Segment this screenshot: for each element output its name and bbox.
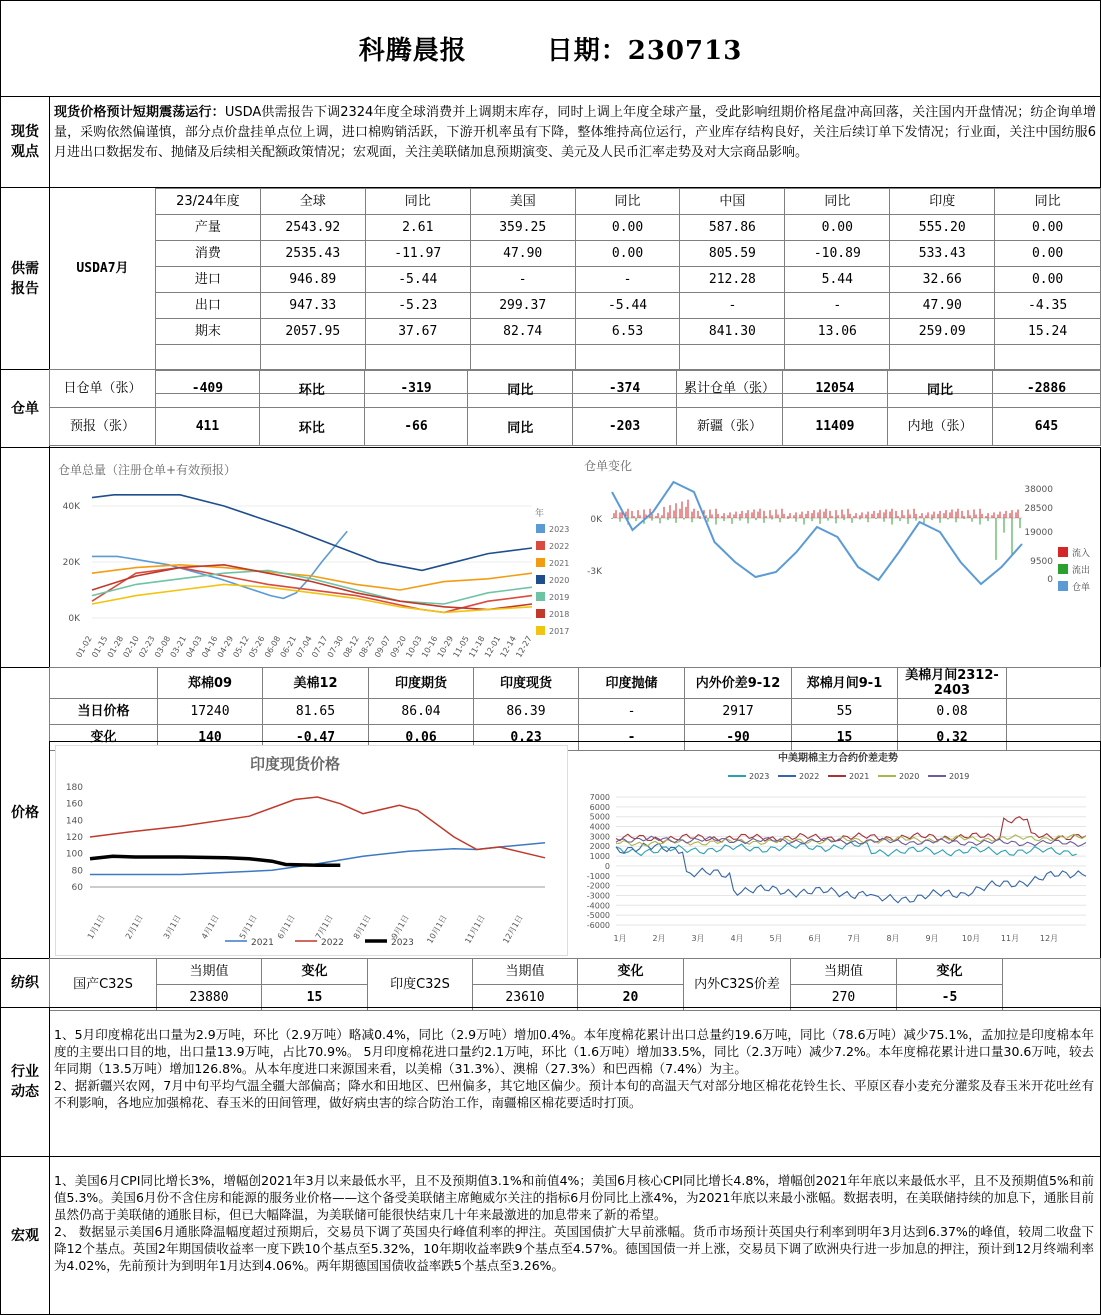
warehouse-table: [49, 369, 1101, 446]
x-tick-label: 6月1日: [275, 913, 297, 941]
x-tick-label: 08-12: [341, 634, 361, 660]
usda-cell: 82.74: [470, 319, 575, 345]
price-cell: -: [579, 699, 685, 725]
table-row: [156, 267, 1101, 293]
y-tick-label: -4000: [586, 901, 610, 911]
macro-item-1: 1、美国6月CPI同比增长3%，增幅创2021年3月以来最低水平，且不及预期值3.1%和前值4%；美国6月核心CPI同比增长4.8%，增幅创2021年年底以来最低水平，且不及预期值5%和前值5.3%。美国6月份不含住房和能源的服务业价格——这个备受美联储主席鲍威尔关注的指标6月份同比上涨4%，为2021年底以来最小涨幅。数据表明，在美联储持续的加息下，通胀目前虽然仍高于美联储的通胀目标，但已大幅降温，为美联储可能很快结束几十年来最激进的加息带来了新的希望。: [54, 1173, 1094, 1222]
legend-label: 2022: [799, 772, 820, 781]
y-tick-label: 40K: [62, 502, 80, 512]
usda-row-label: 进口: [156, 267, 261, 293]
x-tick-label: 10月1日: [425, 913, 449, 946]
x-tick-label: 05-26: [247, 634, 267, 660]
x-tick-label: 10月: [961, 934, 981, 943]
warehouse-label: 日仓单（张）: [50, 370, 156, 408]
y-tick-label: 80: [71, 866, 83, 877]
x-tick-label: 11月1日: [463, 913, 487, 946]
y-tick-label: 9500: [1030, 557, 1053, 567]
x-tick-label: 9月: [925, 934, 939, 943]
chart-title: 中美期棉主力合约价差走势: [778, 753, 898, 764]
legend-label: 2020: [549, 576, 570, 585]
empty-cell: [365, 345, 470, 371]
textile-change: 20: [578, 985, 684, 1011]
x-tick-label: 08-25: [357, 634, 377, 660]
table-row: [50, 699, 1101, 725]
usda-cell: 947.33: [260, 293, 365, 319]
warehouse-label: 新疆（张）: [676, 408, 782, 446]
usda-header-cell: 同比: [365, 189, 470, 215]
warehouse-cell: -409: [155, 370, 259, 408]
y-tick-label: 19000: [1024, 528, 1053, 538]
usda-cell: 555.20: [890, 215, 995, 241]
table-row: [156, 293, 1101, 319]
macro-item-2: 2、 数据显示美国6月通胀降温幅度超过预期后，交易员下调了英国央行峰值利率的押注。英国国债扩大早前涨幅。货币市场预计英国央行利率到明年3月达到6.37%的峰值，较周二收盘下降12个基点。英国2年期国债收益率一度下跌10个基点至5.32%，10年期收益率跌9个基点至4.57%。德国国债一并上涨，交易员下调了欧洲央行进一步加息的押注，预计到12月终端利率为4.02%，先前预计为到明年1月达到4.06%。两年期德国国债收益率跌5个基点至3.26%。: [54, 1224, 1094, 1273]
y-tick-label: 0: [604, 861, 610, 871]
price-header-row: [50, 668, 1101, 699]
chart-row-side: [0, 447, 50, 668]
textile-header-cell: 变化: [262, 959, 368, 985]
y-tick-label: 140: [65, 816, 83, 827]
usda-cell: 299.37: [470, 293, 575, 319]
legend-swatch: [536, 524, 545, 533]
usda-cell: 587.86: [680, 215, 785, 241]
x-tick-label: 07-04: [294, 634, 314, 660]
empty-cell: [1007, 699, 1101, 725]
table-row: [156, 241, 1101, 267]
y-tick-label: 20K: [62, 558, 80, 568]
price-row-label: 变化: [50, 725, 158, 751]
warehouse-cell: -203: [573, 408, 677, 446]
y-tick-label: 5000: [589, 812, 610, 822]
textile-header-row: [50, 959, 1101, 985]
legend-label: 2023: [391, 938, 414, 948]
x-tick-label: 01-02: [74, 634, 94, 660]
price-header-cell: 印度抛储: [579, 668, 685, 699]
legend-label: 2018: [549, 610, 570, 619]
view-lead: 现货价格预计短期震荡运行：: [54, 105, 225, 120]
warehouse-cell: -2886: [992, 370, 1100, 408]
price-cell: 0.23: [474, 725, 579, 751]
y-tick-label: 3000: [589, 832, 610, 842]
legend-label: 2022: [321, 938, 344, 948]
y-tick-label: 6000: [589, 802, 610, 812]
section-textile-label: 纺织: [0, 958, 50, 1008]
x-tick-label: 6月: [808, 934, 822, 943]
legend-label: 2023: [549, 525, 570, 534]
legend-label: 2021: [849, 772, 870, 781]
x-tick-label: 2月1日: [123, 913, 145, 941]
price-header-cell: 印度现货: [474, 668, 579, 699]
report-date: 日期：230713: [546, 36, 743, 66]
y-tick-label: 180: [65, 783, 83, 793]
y-tick-label: 0K: [68, 614, 80, 624]
usda-header-row: [156, 189, 1101, 215]
price-header-cell: 印度期货: [369, 668, 474, 699]
price-row-label: 当日价格: [50, 699, 158, 725]
empty-cell: [785, 345, 890, 371]
section-macro-label: 宏观: [0, 1156, 50, 1315]
x-tick-label: 07-30: [325, 634, 346, 660]
x-tick-label: 5月: [769, 934, 783, 943]
y-tick-label: 7000: [589, 793, 610, 802]
empty-cell: [156, 345, 261, 371]
table-row: [50, 408, 1101, 446]
legend-label: 2019: [949, 772, 970, 781]
report-header: [0, 0, 1101, 96]
textile-label: 印度C32S: [368, 959, 473, 1011]
x-tick-label: 10-29: [435, 634, 456, 660]
usda-cell: -4.35: [995, 293, 1101, 319]
warehouse-label: 预报（张）: [50, 408, 156, 446]
price-cell: 15: [792, 725, 898, 751]
price-header-cell: 郑棉09: [158, 668, 263, 699]
usda-cell: 212.28: [680, 267, 785, 293]
x-tick-label: 05-12: [231, 634, 251, 660]
x-tick-label: 01-15: [90, 634, 110, 660]
warehouse-label: 内地（张）: [887, 408, 992, 446]
textile-label: 国产C32S: [50, 959, 157, 1011]
y-tick-label: -3K: [587, 567, 602, 577]
textile-value: 23880: [157, 985, 262, 1011]
warehouse-cell: -319: [364, 370, 468, 408]
industry-item-2: 2、据新疆兴农网，7月中旬平均气温全疆大部偏高；降水和田地区、巴州偏多，其它地区偏少。预计本旬的高温天气对部分地区棉花花铃生长、平原区春小麦充分灌浆及春玉米开花吐丝有不利影响，各地应加强棉花、春玉米的田间管理，做好病虫害的综合防治工作，南疆棉区棉花要适时打顶。: [54, 1078, 1094, 1110]
warehouse-cell: 645: [992, 408, 1100, 446]
usda-cell: 47.90: [470, 241, 575, 267]
x-tick-label: 03-08: [152, 634, 173, 660]
legend-label: 2020: [899, 772, 920, 781]
y-tick-label: 28500: [1024, 504, 1053, 514]
usda-cell: -5.44: [365, 267, 470, 293]
india-spot-chart: [55, 745, 569, 957]
section-price-label: 价格: [0, 667, 50, 959]
y-tick-label: -3000: [586, 891, 610, 901]
usda-header-cell: 全球: [260, 189, 365, 215]
usda-cell: 0.00: [995, 241, 1101, 267]
price-cell: 55: [792, 699, 898, 725]
table-row: [50, 370, 1101, 408]
empty-cell: [260, 345, 365, 371]
price-cell: 86.04: [369, 699, 474, 725]
usda-cell: 47.90: [890, 293, 995, 319]
textile-header-cell: 当期值: [157, 959, 262, 985]
legend-swatch: [536, 592, 545, 601]
price-cell: 81.65: [263, 699, 369, 725]
section-supply-label: 供需报告: [0, 187, 50, 370]
x-tick-label: 11月: [1000, 934, 1020, 943]
warehouse-label: 累计仓单（张）: [676, 370, 782, 408]
textile-table: [49, 958, 1101, 1011]
usda-cell: 2535.43: [260, 241, 365, 267]
price-cell: -: [579, 725, 685, 751]
warehouse-line: [612, 482, 1022, 584]
x-tick-label: 12月: [1039, 934, 1059, 943]
warehouse-cell: 11409: [782, 408, 887, 446]
x-tick-label: 02-23: [137, 634, 157, 660]
x-tick-label: 12-01: [482, 634, 503, 660]
section-industry-label: 行业动态: [0, 1007, 50, 1157]
y-tick-label: 160: [65, 799, 83, 810]
x-tick-label: 1月1日: [85, 913, 107, 941]
warehouse-cell: 环比: [259, 408, 364, 446]
usda-header-cell: 印度: [890, 189, 995, 215]
y-tick-label: 0K: [590, 515, 602, 525]
legend-swatch: [536, 575, 545, 584]
empty-cell: [890, 345, 995, 371]
x-tick-label: 07-17: [310, 634, 330, 660]
report-title: 科腾晨报: [358, 36, 467, 66]
usda-cell: -10.89: [785, 241, 890, 267]
warehouse-cell: 411: [155, 408, 259, 446]
textile-change: 15: [262, 985, 368, 1011]
price-cell: 0.06: [369, 725, 474, 751]
empty-cell: [680, 345, 785, 371]
usda-cell: -: [575, 267, 680, 293]
price-cell: 0.32: [898, 725, 1007, 751]
y-tick-label: 120: [65, 833, 83, 843]
warehouse-cell: -374: [573, 370, 677, 408]
macro-text-box: [49, 1156, 1101, 1315]
warehouse-cell: 环比: [259, 370, 364, 408]
x-tick-label: 3月1日: [161, 913, 183, 941]
empty-cell: [470, 345, 575, 371]
series-line-2021: [92, 565, 532, 590]
price-header-cell: 郑棉月间9-1: [792, 668, 898, 699]
usda-header-cell: 美国: [470, 189, 575, 215]
legend-swatch: [536, 609, 545, 618]
view-text-box: [49, 96, 1101, 188]
usda-cell: -5.23: [365, 293, 470, 319]
usda-cell: 0.00: [995, 267, 1101, 293]
legend-label: 流出: [1072, 566, 1091, 576]
x-tick-label: 12月1日: [501, 913, 525, 946]
y-tick-label: -6000: [586, 921, 610, 930]
x-tick-label: 4月: [730, 934, 744, 943]
usda-cell: -5.44: [575, 293, 680, 319]
warehouse-cell: 同比: [468, 408, 573, 446]
legend-swatch: [536, 626, 545, 635]
price-cell: -0.47: [263, 725, 369, 751]
y-tick-label: 100: [65, 849, 83, 860]
y-tick-label: 2000: [589, 842, 610, 852]
x-tick-label: 3月: [691, 934, 705, 943]
warehouse-cell: 同比: [887, 370, 992, 408]
legend-swatch: [1058, 547, 1068, 557]
usda-row-label: 期末: [156, 319, 261, 345]
x-tick-label: 12-14: [498, 634, 519, 660]
legend-swatch: [536, 558, 545, 567]
usda-header-cell: 同比: [785, 189, 890, 215]
usda-label: USDA7月: [50, 188, 156, 345]
textile-label: 内外C32S价差: [684, 959, 791, 1011]
price-header-cell: 内外价差9-12: [685, 668, 792, 699]
usda-cell: 15.24: [995, 319, 1101, 345]
usda-cell: -: [785, 293, 890, 319]
usda-row-label: 产量: [156, 215, 261, 241]
usda-cell: 32.66: [890, 267, 995, 293]
legend-title: 年: [535, 509, 545, 519]
industry-item-1: 1、5月印度棉花出口量为2.9万吨，环比（2.9万吨）略减0.4%，同比（2.9万吨）增加0.4%。本年度棉花累计出口总量约19.6万吨，同比（78.6万吨）减少75.1%，孟加拉是印度棉本年度的主要出口目的地，出口量13.9万吨，占比70.9%。 5月印度棉花进口量约2.1万吨，环比（1.6万吨）增加33.5%，同比（2.3万吨）减少7.2%。本年度棉花累计进口量30.6万吨，较去年同期（13.5万吨）增加126.8%。从本年度进口来源国来看，以美棉（31.3%）、澳棉（27.3%）和巴西棉（7.4%）为主。: [54, 1027, 1094, 1076]
y-tick-label: 1000: [589, 852, 610, 862]
usda-cell: 946.89: [260, 267, 365, 293]
usda-cell: -: [680, 293, 785, 319]
legend-label: 2023: [749, 772, 770, 781]
usda-cell: 841.30: [680, 319, 785, 345]
usda-cell: 0.00: [575, 215, 680, 241]
warehouse-change-chart: [572, 452, 1098, 666]
usda-cell: 6.53: [575, 319, 680, 345]
x-tick-label: 01-28: [105, 634, 126, 660]
x-tick-label: 09-20: [388, 634, 409, 660]
usda-cell: -11.97: [365, 241, 470, 267]
x-tick-label: 11-05: [451, 634, 471, 660]
usda-cell: 0.00: [995, 215, 1101, 241]
textile-header-cell: 变化: [897, 959, 1003, 985]
legend-label: 2022: [549, 542, 570, 551]
textile-header-cell: 当期值: [791, 959, 897, 985]
usda-cell: 2.61: [365, 215, 470, 241]
x-tick-label: 8月1日: [351, 913, 373, 941]
empty-cell: [1007, 668, 1101, 699]
usda-cell: -: [470, 267, 575, 293]
x-tick-label: 7月1日: [313, 913, 335, 941]
x-tick-label: 06-08: [262, 634, 283, 660]
chart-title: 仓单变化: [584, 459, 633, 473]
usda-header-cell: 中国: [680, 189, 785, 215]
y-tick-label: -5000: [586, 911, 610, 921]
price-header-cell: [50, 668, 158, 699]
legend-swatch: [1058, 564, 1068, 574]
legend-label: 仓单: [1072, 583, 1091, 593]
y-tick-label: 4000: [589, 822, 610, 832]
empty-cell: [1003, 959, 1101, 1011]
price-cell: 0.08: [898, 699, 1007, 725]
x-tick-label: 09-07: [372, 634, 393, 660]
textile-value: 23610: [473, 985, 578, 1011]
x-tick-label: 12-27: [514, 634, 534, 660]
x-tick-label: 10-16: [420, 634, 440, 660]
x-tick-label: 4月1日: [199, 913, 221, 941]
price-cell: 2917: [685, 699, 792, 725]
empty-cell: [995, 345, 1101, 371]
table-row: [156, 215, 1101, 241]
y-tick-label: -2000: [586, 881, 610, 891]
y-tick-label: -1000: [586, 871, 610, 881]
usda-table: [155, 188, 1101, 394]
usda-cell: 0.00: [575, 241, 680, 267]
usda-cell: 259.09: [890, 319, 995, 345]
x-tick-label: 7月: [847, 934, 861, 943]
warehouse-total-chart: [52, 452, 570, 666]
price-header-cell: 美棉月间2312-2403: [898, 668, 1007, 699]
section-warehouse-label: 仓单: [0, 369, 50, 448]
y-tick-label: 38000: [1024, 485, 1053, 495]
chart-title: 印度现货价格: [249, 755, 341, 773]
cn-us-spread-chart: [578, 745, 1098, 957]
legend-label: 流入: [1072, 549, 1091, 559]
usda-header-cell: 同比: [575, 189, 680, 215]
x-tick-label: 04-03: [184, 634, 204, 660]
industry-text-box: [49, 1007, 1101, 1157]
x-tick-label: 5月1日: [237, 913, 259, 941]
x-tick-label: 03-21: [168, 634, 189, 660]
warehouse-cell: 12054: [782, 370, 887, 408]
usda-header-cell: 同比: [995, 189, 1101, 215]
chart-title: 仓单总量（注册仓单+有效预报）: [58, 463, 237, 477]
table-row: [156, 319, 1101, 345]
x-tick-label: 10-03: [404, 634, 424, 660]
price-cell: -90: [685, 725, 792, 751]
usda-row-label: 消费: [156, 241, 261, 267]
legend-label: 2019: [549, 593, 570, 602]
x-tick-label: 8月: [886, 934, 900, 943]
legend-label: 2021: [549, 559, 570, 568]
usda-header-cell: 23/24年度: [156, 189, 261, 215]
price-cell: 86.39: [474, 699, 579, 725]
view-body: USDA供需报告下调2324年度全球消费并上调期末库存，同时上调上年度全球产量，受此影响纽期价格尾盘冲高回落，关注国内开盘情况；纺企询单增量，采购依然偏谨慎，部分点价盘挂单点位上调，进口棉购销活跃，下游开机率虽有下降，整体维持高位运行，产业库存结构良好，关注后续订单下发情况；行业面，关注中国纺服6月进出口数据发布、抛储及后续相关配额政策情况；宏观面，关注美联储加息预期演变、美元及人民币汇率走势及对大宗商品影响。: [54, 105, 1096, 160]
y-tick-label: 60: [71, 883, 83, 893]
price-cell: 17240: [158, 699, 263, 725]
textile-header-cell: 当期值: [473, 959, 578, 985]
usda-cell: 2543.92: [260, 215, 365, 241]
legend-swatch: [536, 541, 545, 550]
x-tick-label: 11-18: [467, 634, 487, 660]
x-tick-label: 1月: [613, 934, 627, 943]
textile-change: -5: [897, 985, 1003, 1011]
price-table: [49, 667, 1101, 751]
usda-row-label: 出口: [156, 293, 261, 319]
y-tick-label: 0: [1047, 575, 1053, 585]
x-tick-label: 04-16: [200, 634, 220, 660]
series-line-2021: [616, 817, 1086, 843]
legend-label: 2017: [549, 627, 570, 636]
empty-cell: [575, 345, 680, 371]
legend-label: 2021: [251, 938, 274, 948]
usda-cell: 805.59: [680, 241, 785, 267]
usda-cell: 2057.95: [260, 319, 365, 345]
warehouse-cell: -66: [364, 408, 468, 446]
x-tick-label: 04-29: [215, 634, 236, 660]
legend-swatch: [1058, 581, 1068, 591]
series-line-2018: [92, 565, 532, 610]
usda-cell: 37.67: [365, 319, 470, 345]
usda-cell: 5.44: [785, 267, 890, 293]
price-header-cell: 美棉12: [263, 668, 369, 699]
x-tick-label: 9月1日: [389, 913, 411, 941]
usda-cell: 533.43: [890, 241, 995, 267]
x-tick-label: 02-10: [121, 634, 141, 660]
warehouse-cell: 同比: [468, 370, 573, 408]
usda-cell: 13.06: [785, 319, 890, 345]
price-cell: 140: [158, 725, 263, 751]
usda-cell: 0.00: [785, 215, 890, 241]
usda-cell: 359.25: [470, 215, 575, 241]
section-view-label: 现货观点: [0, 96, 50, 188]
x-tick-label: 06-21: [278, 634, 299, 660]
textile-header-cell: 变化: [578, 959, 684, 985]
x-tick-label: 2月: [652, 934, 666, 943]
textile-value: 270: [791, 985, 897, 1011]
